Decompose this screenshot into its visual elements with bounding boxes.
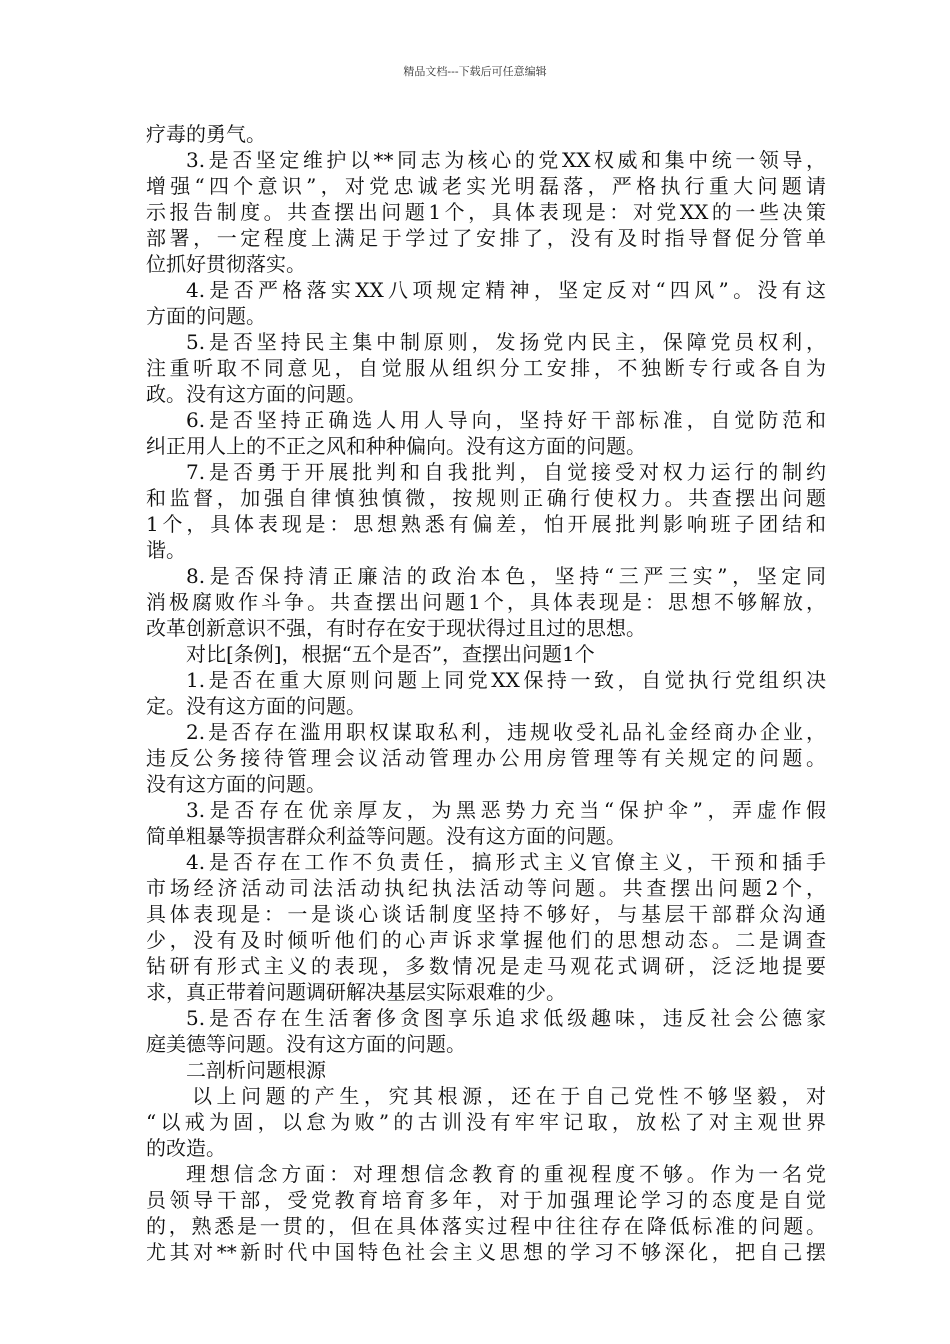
text-line: 钻研有形式主义的表现，多数情况是走马观花式调研，泛泛地提要 — [146, 954, 826, 978]
text-line: 政。没有这方面的问题。 — [146, 382, 366, 406]
text-line: 5.是否坚持民主集中制原则，发扬党内民主，保障党员权利， — [186, 330, 826, 354]
text-line: 谐。 — [146, 538, 186, 562]
text-line: 的改造。 — [146, 1136, 226, 1160]
text-line: 二剖析问题根源 — [186, 1058, 326, 1082]
text-line: 3.是否坚定维护以**同志为核心的党XX权威和集中统一领导， — [186, 148, 826, 172]
text-line: 改革创新意识不强，有时存在安于现状得过且过的思想。 — [146, 616, 646, 640]
text-line: 方面的问题。 — [146, 304, 266, 328]
text-line: 和监督，加强自律慎独慎微，按规则正确行使权力。共查摆出问题 — [146, 486, 826, 510]
text-line: 4.是否严格落实XX八项规定精神，坚定反对“四风”。没有这 — [186, 278, 826, 302]
text-line: 8.是否保持清正廉洁的政治本色，坚持“三严三实”，坚定同 — [186, 564, 826, 588]
text-line: 6.是否坚持正确选人用人导向，坚持好干部标准，自觉防范和 — [186, 408, 826, 432]
text-line: 理想信念方面：对理想信念教育的重视程度不够。作为一名党 — [186, 1162, 826, 1186]
page-header: 精品文档---下载后可任意编辑 — [403, 65, 547, 78]
text-line: 的，熟悉是一贯的，但在具体落实过程中往往存在降低标准的问题。 — [146, 1214, 826, 1238]
text-line: “以戒为固，以怠为败”的古训没有牢牢记取，放松了对主观世界 — [146, 1110, 826, 1134]
text-line: 5.是否存在生活奢侈贪图享乐追求低级趣味，违反社会公德家 — [186, 1006, 826, 1030]
text-line: 增强“四个意识”，对党忠诚老实光明磊落，严格执行重大问题请 — [146, 174, 826, 198]
text-line: 部署，一定程度上满足于学过了安排了，没有及时指导督促分管单 — [146, 226, 826, 250]
text-line: 2.是否存在滥用职权谋取私利，违规收受礼品礼金经商办企业， — [186, 720, 826, 744]
text-line: 纠正用人上的不正之风和种种偏向。没有这方面的问题。 — [146, 434, 646, 458]
text-line: 没有这方面的问题。 — [146, 772, 326, 796]
text-line: 市场经济活动司法活动执纪执法活动等问题。共查摆出问题2个， — [146, 876, 826, 900]
text-line: 1个，具体表现是：思想熟悉有偏差，怕开展批判影响班子团结和 — [146, 512, 826, 536]
text-line: 员领导干部，受党教育培育多年，对于加强理论学习的态度是自觉 — [146, 1188, 826, 1212]
text-line: 疗毒的勇气。 — [146, 122, 266, 146]
text-line: 定。没有这方面的问题。 — [146, 694, 366, 718]
text-line: 位抓好贯彻落实。 — [146, 252, 306, 276]
text-line: 注重听取不同意见，自觉服从组织分工安排，不独断专行或各自为 — [146, 356, 826, 380]
document-body — [146, 121, 826, 1265]
text-line: 7.是否勇于开展批判和自我批判，自觉接受对权力运行的制约 — [186, 460, 826, 484]
text-line: 消极腐败作斗争。共查摆出问题1个，具体表现是：思想不够解放， — [146, 590, 826, 614]
text-line: 4.是否存在工作不负责任，搞形式主义官僚主义，干预和插手 — [186, 850, 826, 874]
text-line: 以上问题的产生，究其根源，还在于自己党性不够坚毅，对 — [192, 1084, 826, 1108]
text-line: 简单粗暴等损害群众利益等问题。没有这方面的问题。 — [146, 824, 626, 848]
text-line: 违反公务接待管理会议活动管理办公用房管理等有关规定的问题。 — [146, 746, 826, 770]
text-line: 尤其对**新时代中国特色社会主义思想的学习不够深化，把自己摆 — [146, 1240, 826, 1264]
text-line: 求，真正带着问题调研解决基层实际艰难的少。 — [146, 980, 566, 1004]
text-line: 3.是否存在优亲厚友，为黑恶势力充当“保护伞”，弄虚作假 — [186, 798, 826, 822]
text-line: 庭美德等问题。没有这方面的问题。 — [146, 1032, 466, 1056]
text-line: 1.是否在重大原则问题上同党XX保持一致，自觉执行党组织决 — [186, 668, 826, 692]
text-line: 少，没有及时倾听他们的心声诉求掌握他们的思想动态。二是调查 — [146, 928, 826, 952]
text-line: 具体表现是：一是谈心谈话制度坚持不够好，与基层干部群众沟通 — [146, 902, 826, 926]
text-line: 示报告制度。共查摆出问题1个，具体表现是：对党XX的一些决策 — [146, 200, 826, 224]
text-line: 对比[条例]，根据“五个是否”，查摆出问题1个 — [186, 642, 595, 666]
